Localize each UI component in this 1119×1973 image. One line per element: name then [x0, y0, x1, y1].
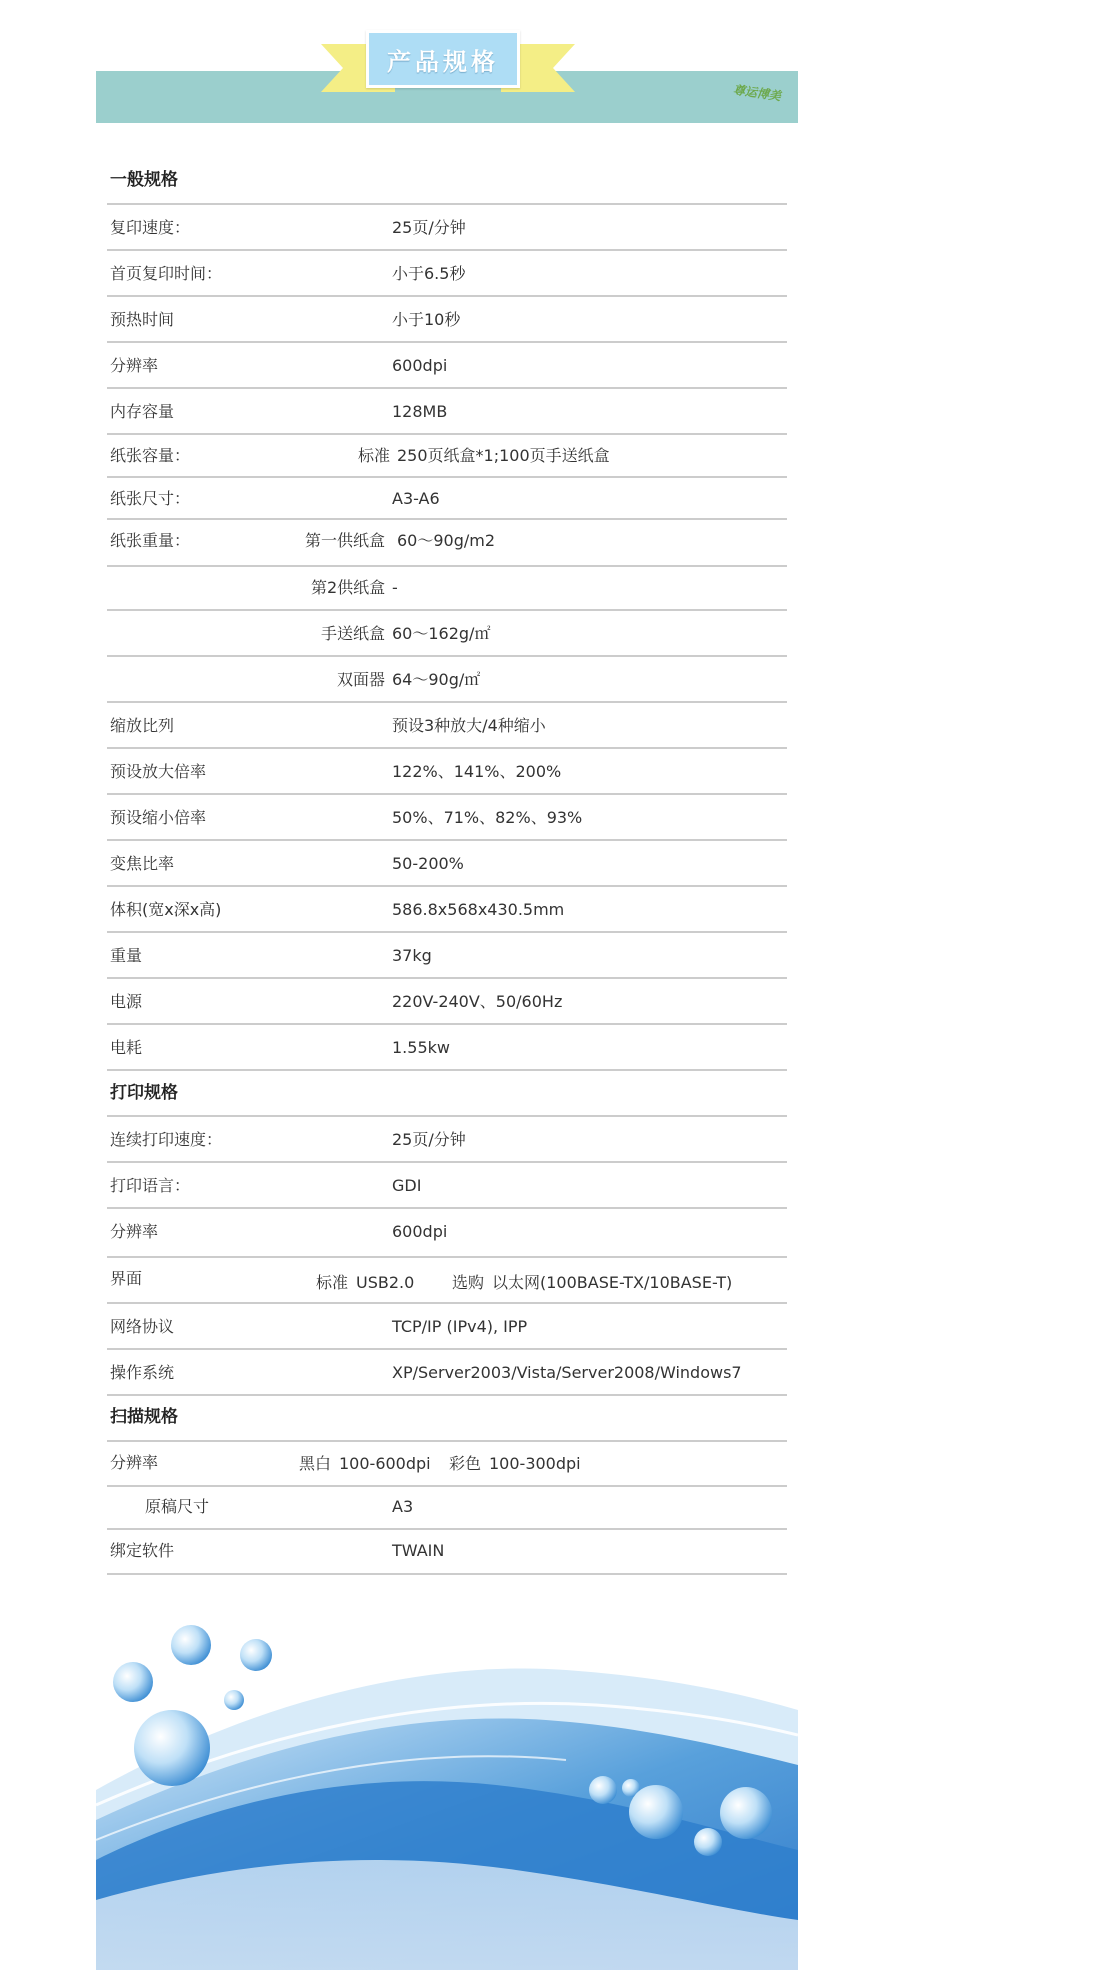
spec-sub-label: 彩色	[449, 1454, 482, 1473]
water-drop	[720, 1787, 772, 1839]
spec-value: A3	[392, 1497, 414, 1516]
water-drop	[589, 1776, 617, 1804]
row-divider	[107, 1023, 787, 1025]
spec-label: 电耗	[110, 1038, 143, 1057]
water-drop	[113, 1662, 153, 1702]
row-divider	[107, 295, 787, 297]
section-title: 打印规格	[110, 1083, 178, 1103]
spec-value: XP/Server2003/Vista/Server2008/Windows7	[392, 1363, 742, 1382]
spec-label: 分辨率	[110, 1222, 159, 1241]
row-divider	[107, 609, 787, 611]
row-divider	[107, 476, 787, 478]
spec-label: 界面	[110, 1269, 143, 1288]
spec-label: 体积(宽x深x高)	[110, 900, 222, 919]
section-title: 扫描规格	[110, 1407, 178, 1427]
row-divider	[107, 1207, 787, 1209]
row-divider	[107, 1161, 787, 1163]
spec-value: 50-200%	[392, 854, 464, 873]
spec-label: 预设缩小倍率	[110, 808, 207, 827]
spec-value: 小于10秒	[392, 310, 461, 329]
water-drop	[134, 1710, 210, 1786]
row-divider	[107, 977, 787, 979]
row-divider	[107, 701, 787, 703]
water-drop	[224, 1690, 244, 1710]
spec-value: 250页纸盒*1;100页手送纸盒	[397, 446, 610, 465]
spec-label: 重量	[110, 946, 143, 965]
spec-value: 100-600dpi	[339, 1454, 431, 1473]
spec-sub-label: 选购	[452, 1273, 485, 1292]
row-divider	[107, 1348, 787, 1350]
water-drop	[171, 1625, 211, 1665]
page-title: 产品规格	[387, 47, 499, 76]
spec-label: 电源	[110, 992, 143, 1011]
row-divider	[107, 387, 787, 389]
spec-value: 600dpi	[392, 356, 448, 375]
water-drop	[694, 1828, 722, 1856]
row-divider	[107, 565, 787, 567]
spec-label: 缩放比列	[110, 716, 175, 735]
spec-label: 原稿尺寸	[145, 1497, 210, 1516]
spec-label: 分辨率	[110, 356, 159, 375]
spec-sub-label: 第一供纸盒	[305, 531, 386, 550]
water-drop	[240, 1639, 272, 1671]
spec-value: 220V-240V、50/60Hz	[392, 992, 563, 1011]
spec-label: 操作系统	[110, 1363, 175, 1382]
spec-value: 600dpi	[392, 1222, 448, 1241]
spec-value: TCP/IP (IPv4), IPP	[392, 1317, 528, 1336]
spec-value: 586.8x568x430.5mm	[392, 900, 565, 919]
spec-value: A3-A6	[392, 489, 440, 508]
spec-value: 100-300dpi	[489, 1454, 581, 1473]
section-title: 一般规格	[110, 170, 178, 190]
row-divider	[107, 747, 787, 749]
header-banner	[96, 0, 798, 124]
spec-label: 绑定软件	[110, 1541, 175, 1560]
row-divider	[107, 1302, 787, 1304]
spec-sub-label: 标准	[358, 446, 391, 465]
row-divider	[107, 1528, 787, 1530]
spec-label: 分辨率	[110, 1453, 159, 1472]
spec-value: USB2.0	[356, 1273, 415, 1292]
spec-label: 网络协议	[110, 1317, 175, 1336]
water-drop	[629, 1785, 683, 1839]
spec-value: 25页/分钟	[392, 218, 466, 237]
spec-label: 纸张尺寸：	[110, 489, 191, 508]
row-divider	[107, 249, 787, 251]
spec-sub-label: 手送纸盒	[321, 624, 386, 643]
spec-value: 37kg	[392, 946, 432, 965]
spec-sub-label: 标准	[316, 1273, 349, 1292]
spec-value: 122%、141%、200%	[392, 762, 562, 781]
spec-label: 预设放大倍率	[110, 762, 207, 781]
spec-label: 纸张重量：	[110, 531, 191, 550]
row-divider	[107, 1115, 787, 1117]
row-divider	[107, 839, 787, 841]
spec-label: 打印语言：	[110, 1176, 191, 1195]
spec-value: 50%、71%、82%、93%	[392, 808, 583, 827]
water-wave-illustration	[96, 1600, 798, 1970]
title-box	[366, 30, 520, 88]
row-divider	[107, 1440, 787, 1442]
spec-value: 1.55kw	[392, 1038, 450, 1057]
spec-value: 64～90g/㎡	[392, 670, 481, 689]
spec-value: -	[392, 578, 398, 597]
spec-value: 小于6.5秒	[392, 264, 466, 283]
spec-label: 变焦比率	[110, 854, 175, 873]
spec-label: 预热时间	[110, 310, 175, 329]
spec-value: TWAIN	[392, 1541, 445, 1560]
spec-value: 预设3种放大/4种缩小	[392, 716, 546, 735]
spec-label: 复印速度：	[110, 218, 191, 237]
spec-label: 首页复印时间：	[110, 264, 223, 283]
spec-value: 以太网(100BASE-TX/10BASE-T)	[492, 1273, 733, 1292]
row-divider	[107, 1069, 787, 1071]
row-divider	[107, 518, 787, 520]
row-divider	[107, 1485, 787, 1487]
spec-label: 连续打印速度：	[110, 1130, 223, 1149]
spec-sub-label: 黑白	[299, 1454, 332, 1473]
row-divider	[107, 341, 787, 343]
row-divider	[107, 203, 787, 205]
spec-label: 纸张容量：	[110, 446, 191, 465]
row-divider	[107, 793, 787, 795]
spec-label: 内存容量	[110, 402, 175, 421]
spec-value: 128MB	[392, 402, 448, 421]
spec-value: 60～162g/㎡	[392, 624, 491, 643]
row-divider	[107, 1394, 787, 1396]
spec-sub-label: 双面器	[337, 670, 386, 689]
row-divider	[107, 1256, 787, 1258]
spec-value: 25页/分钟	[392, 1130, 466, 1149]
spec-value: GDI	[392, 1176, 422, 1195]
row-divider	[107, 1573, 787, 1575]
row-divider	[107, 885, 787, 887]
row-divider	[107, 931, 787, 933]
row-divider	[107, 655, 787, 657]
spec-sub-label: 第2供纸盒	[311, 578, 386, 597]
spec-value: 60～90g/m2	[397, 531, 496, 550]
brand-logo-text: 尊运博美	[732, 82, 782, 104]
row-divider	[107, 433, 787, 435]
